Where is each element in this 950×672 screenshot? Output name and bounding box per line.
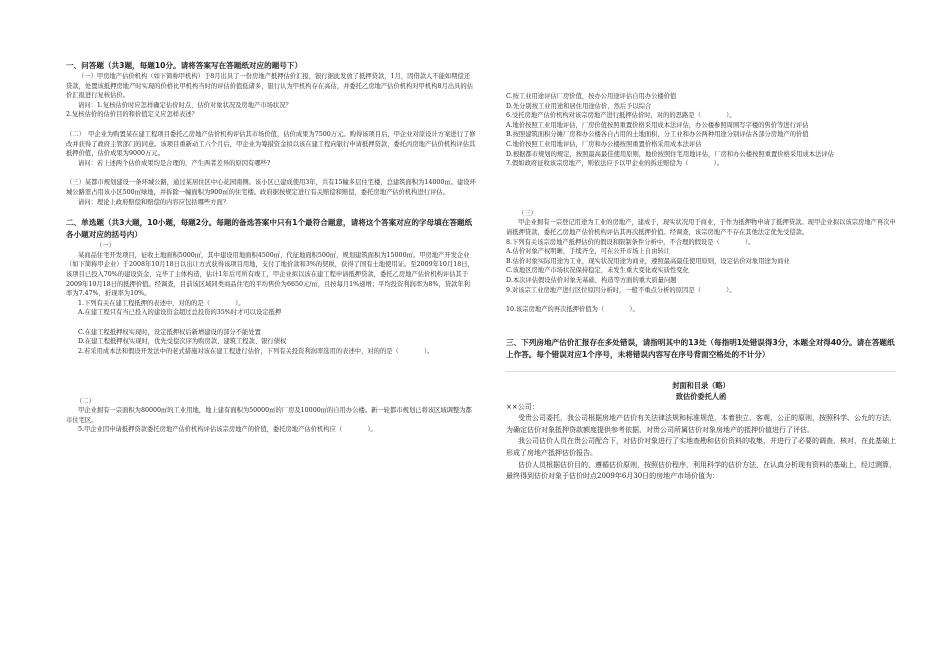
mc-question-6-option-c: C.地价按照工业用地评估，厂房和办公楼按照重置价格采用成本法评估: [506, 140, 702, 148]
section-3-title: 三、下列房地产估价汇报存在多处错误，请指明其中的13处（每指明1处错误得3分，本题全对得40分。请在答题纸上作答。每个错误对应1个序号，未将错误内容写在序号背面空格处的不计分）: [506, 337, 895, 359]
case-1-text: 某商品住宅开发项目，征收土地面积5000㎡，其中建设用地面积4500㎡，代征地面积500㎡，规划建筑面积为15000㎡。甲房地产开发企业（如下简称甲企业）于2008年10月18日以出让方式获得该项目用地，支付了地价款和3%的契税，获得了国有土地使用证。至2009年10月18日，该项目已投入70%的建设资金，完毕了主体构造，估计1年后可所有竣工，甲企业拟以该在建工程申请抵押贷款，委托乙房地产估价机构评估其于2009年10月18日的抵押价值。经调查，目前该区域同类商品住宅的平均售价为6650元/㎡，且按每月1%递增；平均投资利润率为8%，贷款年利率为7.47%，折现率为10%。: [66, 251, 474, 298]
scanned-report-excerpt: [506, 371, 896, 483]
mc-question-5: 5.甲企业因申请抵押贷款委托房地产估价机构评估该宗房地产的价值，委托房地产估价机构应（ ）。: [78, 426, 377, 434]
question-2-text: （二） 甲企业为购置某在建工程项目委托乙房地产估价机构评估其市场价值，估价成果为7500万元。购得该项目后，甲企业对原设计方案进行了修改并获得了政府主管部门的同意。该项目重新动工六个月后，甲企业为筹措资金拟以该在建工程向银行申请抵押贷款，委托丙房地产估价机构评估其抵押价值，估价成果为9000万元。: [66, 130, 476, 158]
case-2-text: 甲企业拥有一宗面积为80000㎡的工业用地，地上建有面积为50000㎡的厂房及10000㎡的自用办公楼。新一轮都市规划已将该区域调整为都市住宅区。: [66, 407, 472, 424]
case-3-text: 甲企业拥有一宗登记用途为工业的房地产，建成于，现实状况用于商业，于作为抵押物申请了抵押贷款。现甲企业拟以该宗房地产再次申请抵押贷款，委托乙房地产估价机构评估其再次抵押价值。经调查，该宗房地产不存在其他法定优先受偿款。: [506, 219, 896, 236]
question-1-text: （一）甲房地产估价机构（如下简称甲机构）于8月出具了一份房地产抵押估价汇报，银行据此发放了抵押贷款，1月，因借款人不能如期偿还贷款，处置该抵押房地产时实现的价格比甲机构当时的评估价值低诸多，银行认为甲机构存在高估，并委托乙房地产估价机构对甲机构8月出具的估价汇报进行复核估价。: [66, 73, 474, 100]
report-paragraph-2: 我公司估价人员在贵公司配合下，对估价对象进行了实地查勘和估价资料的收集，并进行了必要的调查、核对，在此基础上形成了房地产抵押估价报告。: [506, 437, 896, 458]
mc-question-9: 9.对该宗工业房地产进行区位原因分析时，一般不重点分析的原因是（ ）。: [506, 286, 736, 294]
question-3-text: （三）某都市规划建设一条环城公路，通过某居住区中心花园南侧。该小区已建成使用3年，共有15幢多层住宅楼，总建筑面积为14000㎡。建设环城公路需占用该小区500㎡绿地，并拆除一幢面积为900㎡的住宅楼。政府据按规定进行有关赔偿和赔偿，委托房地产估价机构进行评估。: [66, 179, 476, 196]
mc-question-1-option-c: C.在建工程抵押权实现时，设定抵押权后新增建设的部分不能处置: [78, 328, 261, 336]
mc-question-6-option-b: B.按照建筑面积分摊厂房和办公楼各自占用的土地面积，分工业和办公两种用途分别评估各部分房地产的价值: [506, 131, 809, 139]
mc-question-6-option-a: A.地价按照工业用地评估，厂房价值按照重置价格采用成本法评估，办公楼参照周围写字楼的售价等进行评估: [506, 121, 809, 129]
mc-question-8-option-c: C.该地区房地产市场状况保持稳定，未发生重大变化或实质性变化: [506, 267, 689, 275]
report-paragraph-1: 受贵公司委托，我公司根据房地产估价有关法律法规和标准规范，本着独立、客观、公正的原则，按照科学、公允的方法，为确定估价对象抵押贷款额度提供参考依据，对贵公司所属估价对象房地产的抵押价值进行了评估。: [506, 414, 896, 434]
mc-question-1-option-a: A.在建工程只有当已投入的建设资金超过总投资的35%时才可以设定抵押: [78, 309, 282, 317]
mc-question-8-option-a: A.估价对象产权明晰，手续齐全，可在公开市场上自由转让: [506, 248, 670, 256]
q5-option-c: C.按工业用途评估厂房价值，按办公用途评估自用办公楼价值: [506, 93, 677, 100]
section-2-title: 二、单选题（共3大题，10小题，每题2分。每题的备选答案中只有1个最符合题意，请将这个答案对应的字母填在答题纸各小题对应的括号内）: [66, 218, 473, 240]
case-1-label: （一）: [96, 242, 115, 250]
report-salutation: ××公司：: [506, 402, 539, 411]
right-column: [506, 92, 896, 483]
report-paragraph-3: 估价人员根据估价目的，遵循估价原则，按照估价程序，利用科学的估价方法，在认真分析现有资料的基础上，经过测算，最终得到估价对象于估价时点2009年6月30日的房地产市场价值为：: [506, 460, 896, 481]
mc-question-7: 7.假如政府征收该宗房地产，则依法应予以甲企业的拆迁赔偿为（ ）。: [506, 160, 723, 168]
mc-question-1: 1.下列有关在建工程抵押的表述中，对的的是（ ）。: [78, 299, 245, 307]
report-cover-heading: 封面和目录（略）: [672, 380, 730, 390]
report-letter-heading: 致估价委托人函: [675, 391, 727, 401]
case-2-label: （二）: [76, 397, 95, 405]
question-1-ask-2: 2.复核估价的估价目的和价值定义应怎样表述？: [66, 111, 198, 119]
mc-question-8-option-b: B.估价对象实际用途为工业，现实状况用途为商业，遵照最高最佳使用原则，设定估价对象用途为商业: [506, 257, 790, 265]
question-3-ask: 请问：理论上政府赔偿和赔偿的内容应包括哪些方面？: [78, 198, 230, 206]
mc-question-2: 2.若采用成本法和假设开发法中的老式措施对该在建工程进行估价，下列有关投资利润率选用的表述中，对的的是（ ）。: [78, 348, 434, 356]
mc-question-6: 6.受托房地产估价机构对该宗房地产进行抵押估价时，对的的思路是（ ）。: [506, 112, 736, 120]
question-2-ask: 请问：若上述两个估价成果均是合理的，产生两者差异的原因有哪些?: [78, 159, 271, 167]
question-1-ask: 请问：1.复核估价时应怎样确定估价时点、估价对象状况及房地产市场状况？: [78, 101, 292, 109]
q5-option-d: D.先分别按工业用途和居住用途估价，然后予以综合: [506, 102, 652, 110]
mc-question-8: 8.下列有关该宗房地产抵押估价的假设和限制条件分析中，不合理的假设是（ ）。: [506, 238, 755, 246]
case-3-label: （三）: [518, 209, 537, 217]
mc-question-1-option-d: D.在建工程抵押权实现时，优先受偿次序为购房款、建筑工程款、银行债权: [78, 338, 287, 346]
mc-question-10: 10.该宗房地产的再次抵押价值为（ ）。: [506, 306, 639, 314]
section-1-title: 一、问答题（共3题，每题10分。请将答案写在答题纸对应的题号下）: [66, 61, 303, 70]
left-column: [66, 60, 476, 435]
mc-question-8-option-d: D.本次评估假设估价对象无基础、构造等方面的重大质量问题: [506, 276, 677, 284]
mc-question-6-option-d: D.根据都市规划的规定，按照最高最佳使用原则，地价按照住宅用地评估，厂房和办公楼按照重置价格采用成本法评估: [506, 150, 834, 158]
